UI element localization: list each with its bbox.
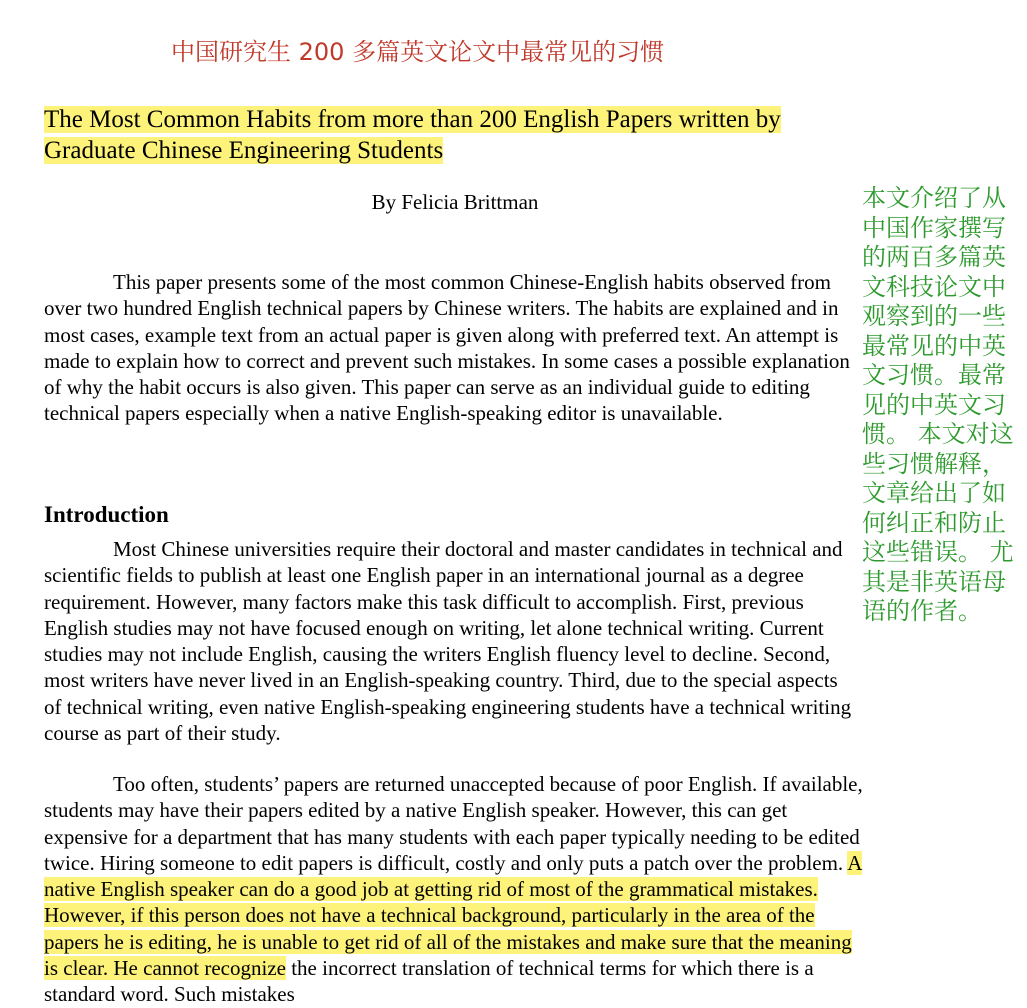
paragraph-2-highlighted-text: A native English speaker can do a good job at getting rid of most of the grammatical mistakes. However, if this person does not have a technical background, particularly in the area of the papers he is editing, he is unable to get rid of all of the mistakes and make sure that the meaning is clear. He cannot recognize — [44, 850, 863, 981]
abstract-paragraph: This paper presents some of the most common Chinese-English habits observed from over two hundred English technical papers by Chinese writers. The habits are explained and in most cases, example text from an actual paper is given along with preferred text. An attempt is made to explain how to correct and prevent such mistakes. In some cases a possible explanation of why the habit occurs is also given. This paper can serve as an individual guide to editing technical papers especially when a native English-speaking editor is unavailable. — [44, 270, 850, 426]
introduction-heading: Introduction — [44, 502, 169, 527]
introduction-paragraph-2 — [44, 771, 866, 1008]
paragraph-2-plain-text: Too often, students’ papers are returned unaccepted because of poor English. If available, students may have their papers edited by a native English speaker. However, this can get expensive for a department that has many students with each paper typically needing to be edited twice. Hiring someone to edit papers is difficult, costly and only puts a patch over the problem. — [44, 772, 863, 875]
author-byline: By Felicia Brittman — [371, 190, 539, 214]
document-title — [44, 104, 844, 166]
document-title-text: The Most Common Habits from more than 200 English Papers written by Graduate Chinese Engineering Students — [44, 106, 781, 164]
introduction-paragraph-1: Most Chinese universities require their doctoral and master candidates in technical and scientific fields to publish at least one English paper in an international journal as a degree requirement. However, many factors make this task difficult to accomplish. First, previous English studies may not have focused enough on writing, let alone technical writing. Current studies may not include English, causing the writers English fluency level to decline. Second, most writers have never lived in an English-speaking country. Third, due to the special aspects of technical writing, even native English-speaking engineering students have a technical writing course as part of their study. — [44, 537, 852, 746]
margin-annotation: 本文介绍了从中国作家撰写的两百多篇英文科技论文中观察到的一些最常见的中英文习惯。最常见的中英文习惯。 本文对这些习惯解释，文章给出了如何纠正和防止这些错误。 尤其是非英语母语的作者。 — [862, 184, 1014, 625]
chinese-title: 中国研究生 200 多篇英文论文中最常见的习惯 — [171, 38, 665, 66]
paragraph-2-tail-text: the incorrect translation of technical terms for which there is a standard word. Such mistakes — [44, 956, 814, 1007]
